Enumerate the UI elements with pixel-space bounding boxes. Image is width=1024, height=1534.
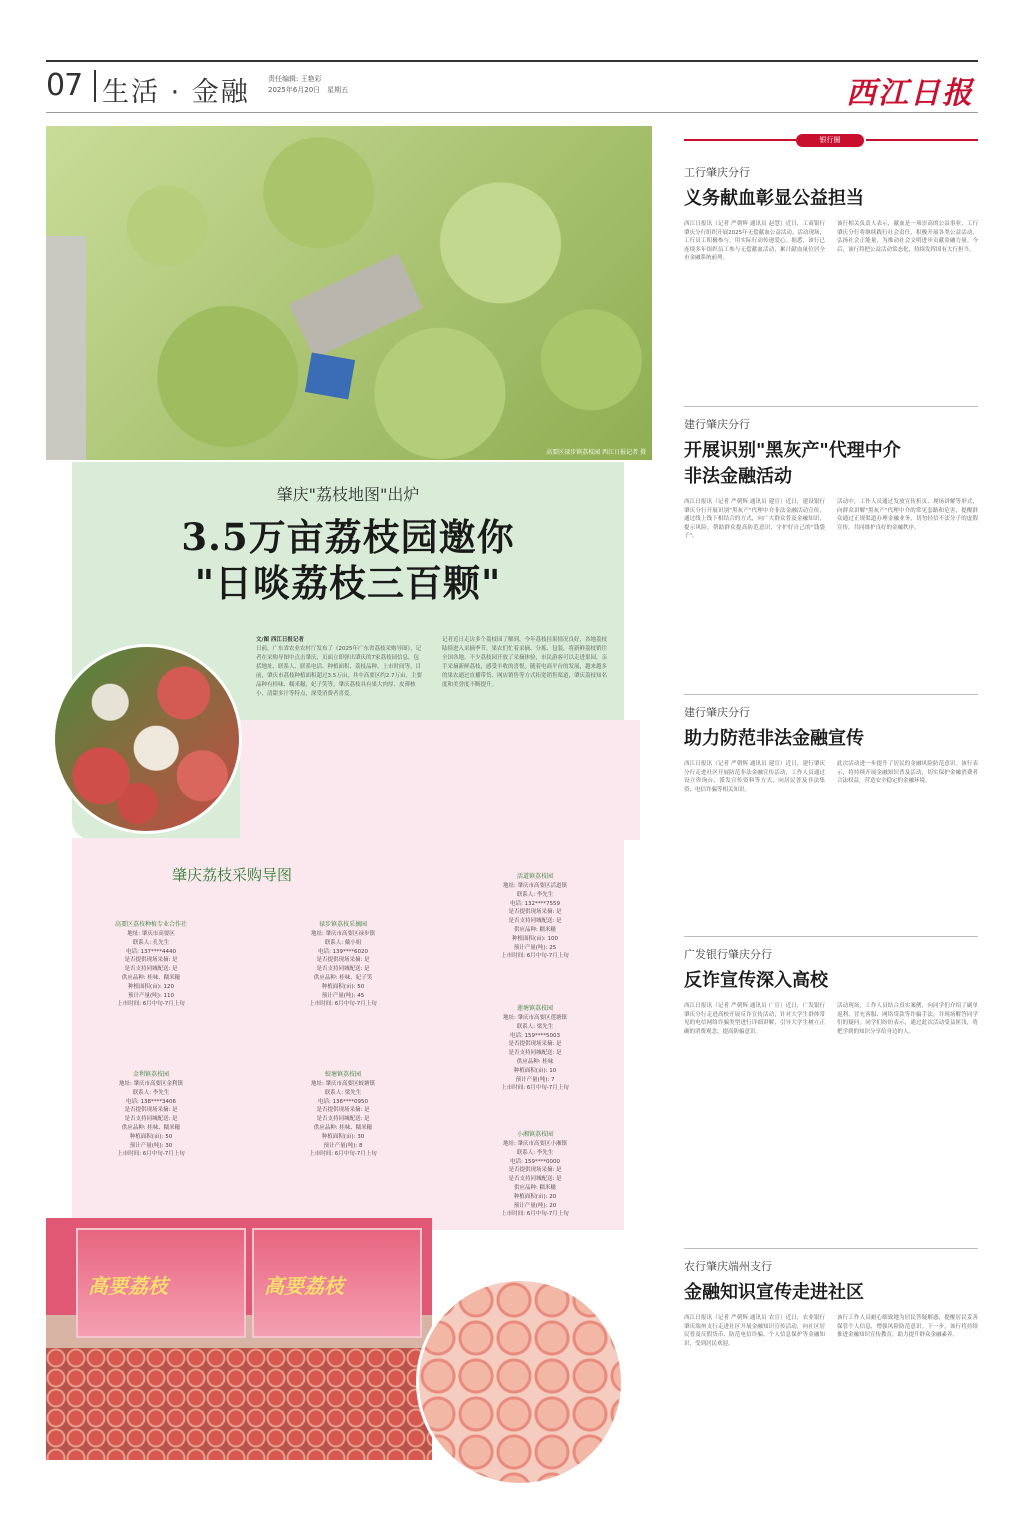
farm-line: 地址: 肇庆市高要区莲塘镇 — [502, 1015, 568, 1021]
bank-circle-banner — [684, 134, 978, 146]
article-body — [684, 498, 978, 541]
farm-line: 预计产量(吨): 7 — [515, 1076, 555, 1083]
newspaper-logo: 西江日报 — [846, 76, 974, 111]
farm-line: 供应品种: 桂味、糯米糍 — [313, 1124, 373, 1131]
farm-line: 种植面积(亩): 10 — [513, 1067, 557, 1074]
farm-name: 蛟塘镇荔枝园 — [324, 1071, 361, 1078]
farm-line: 地址: 肇庆市高要区蛟塘镇 — [310, 1081, 376, 1087]
farm-line: 种植面积(亩): 50 — [129, 1133, 173, 1140]
news-article — [684, 164, 978, 263]
farm-line: 是否提供现场采摘: 是 — [124, 957, 178, 964]
farm-line: 是否提供现场采摘: 是 — [316, 957, 370, 964]
farm-line: 上市时间: 6月中旬-7月上旬 — [117, 1151, 185, 1158]
farm-line: 供应品种: 桂味、糯米糍 — [121, 974, 181, 981]
news-article — [684, 1258, 978, 1348]
photo-caption: 高要区禄步镇荔枝园 西江日报记者 摄 — [546, 449, 646, 456]
farm-line: 上市时间: 6月中旬-7月上旬 — [309, 1151, 377, 1158]
article-col-1: 西江日报讯（记者 严朝辉 通讯员 建宣）近日，建设银行肇庆分行开展识别"黑灰产"代理中介非法金融活动宣传，通过线上线下相结合的方式，向广大群众普及金融知识，提示风险，帮助群众提高防范意识，守护好自己的"钱袋子"。 — [684, 499, 825, 539]
article-col-1: 西江日报讯（记者 严朝辉 通讯员 农宣）近日，农业银行肇庆端州支行走进社区开展金融知识宣传活动，向社区居民普及反假货币、防范电信诈骗、个人信息保护等金融知识，受到居民欢迎。 — [684, 1315, 825, 1347]
farm-line: 上市时间: 6月中旬-7月上旬 — [309, 1001, 377, 1008]
fresh-lychee-closeup-photo — [416, 1278, 624, 1486]
article-separator — [684, 936, 978, 937]
article-separator — [684, 694, 978, 695]
news-article — [684, 416, 978, 541]
article-title-line-1: 开展识别"黑灰产"代理中介 — [684, 440, 901, 461]
farm-line: 预计产量(吨): 45 — [321, 992, 365, 999]
farm-line: 是否支持同城配送: 是 — [316, 966, 370, 973]
farm-line: 电话: 137****4440 — [125, 948, 177, 955]
farm-line: 电话: 159****5003 — [509, 1032, 561, 1039]
lychee-pile — [46, 1348, 432, 1460]
farm-name: 金利镇荔枝园 — [132, 1071, 169, 1078]
article-col-1: 西江日报讯（记者 严朝辉 通讯员 广宣）近日，广发银行肇庆分行走进高校开展反诈宣传活动，针对大学生群体常见的电信网络诈骗类型进行详细讲解，引导大学生树立正确的消费观念，提高防骗意识。 — [684, 1003, 825, 1035]
farm-line: 是否提供现场采摘: 是 — [508, 909, 562, 916]
article-source: 工行肇庆分行 — [684, 166, 750, 179]
banner-line-left — [684, 139, 796, 141]
farm-line: 地址: 肇庆市高要区 — [127, 931, 175, 937]
article-body — [684, 1314, 978, 1348]
lychee-orchard-aerial-photo — [46, 126, 652, 460]
article-body — [684, 760, 978, 794]
gift-box — [76, 1228, 246, 1338]
farm-line: 是否提供现场采摘: 是 — [508, 1167, 562, 1174]
article-col-2: 此次活动进一步提升了居民的金融风险防范意识。该行表示，将持续开展金融知识普及活动，切实保护金融消费者合法权益，营造安全稳定的金融环境。 — [837, 761, 978, 784]
feature-kicker: 肇庆"荔枝地图"出炉 — [276, 485, 420, 504]
farm-line: 电话: 132****7559 — [509, 900, 561, 907]
farm-name: 小湘镇荔枝园 — [516, 1131, 553, 1138]
farm-line: 上市时间: 6月中旬-7月上旬 — [501, 1085, 569, 1092]
farm-card — [460, 872, 610, 961]
farm-line: 种植面积(亩): 50 — [321, 983, 365, 990]
farm-line: 联系人: 李先生 — [516, 891, 554, 898]
news-article — [684, 946, 978, 1036]
article-col-1: 西江日报讯（记者 严朝辉 通讯员 赵慧）近日，工商银行肇庆分行组织开展2025年无偿献血公益活动。活动现场，工行员工积极参与，用实际行动传递爱心。据悉，该行已连续多年组织员工参与无偿献血活动，累计献血量位居全市金融系统前列。 — [684, 221, 825, 261]
feature-byline: 文/图 西江日报记者 — [256, 637, 304, 643]
article-body — [684, 220, 978, 263]
farm-line: 联系人: 李先生 — [516, 1149, 554, 1156]
farm-line: 地址: 肇庆市高要区活道镇 — [502, 883, 568, 889]
farm-line: 联系人: 梁先生 — [324, 1089, 362, 1096]
farm-line: 预计产量(吨): 25 — [513, 944, 557, 951]
article-col-1: 西江日报讯（记者 严朝辉 通讯员 建宣）近日，建行肇庆分行走进社区开展防范非法金融宣传活动，工作人员通过设立咨询台、派发宣传资料等方式，向居民普及非法集资、电信诈骗等相关知识。 — [684, 761, 825, 793]
farm-line: 供应品种: 糯米糍 — [513, 926, 557, 933]
peeled-lychee-photo — [52, 644, 242, 834]
bank-circle-badge: 银行圈 — [796, 134, 864, 147]
photo-blue-tarp — [305, 352, 355, 399]
header-divider — [94, 70, 96, 102]
article-source: 建行肇庆分行 — [684, 706, 750, 719]
article-col-2: 该行相关负责人表示，献血是一项崇高的公益事业，工行肇庆分行将继续践行社会责任，积极开展各类公益活动，弘扬社会正能量，为推动社会文明进步贡献金融力量。今后，该行将把公益活动常态化，持续发挥国有大行担当。 — [837, 221, 978, 253]
farm-line: 上市时间: 6月中旬-7月上旬 — [117, 1001, 185, 1008]
gift-box-text: 高要荔枝 — [264, 1274, 344, 1298]
farm-line: 电话: 139****6020 — [317, 948, 369, 955]
date-line: 2025年6月20日 星期五 — [268, 86, 349, 94]
page-number: 07 — [46, 68, 83, 103]
farm-line: 地址: 肇庆市高要区金利镇 — [118, 1081, 184, 1087]
farm-line: 供应品种: 桂味、妃子笑 — [313, 974, 373, 981]
header-meta — [268, 74, 348, 96]
article-title: 金融知识宣传走进社区 — [684, 1282, 864, 1303]
article-separator — [684, 1248, 978, 1249]
farm-line: 种植面积(亩): 20 — [513, 1193, 557, 1200]
farm-line: 预计产量(吨): 20 — [513, 1202, 557, 1209]
article-body — [684, 1002, 978, 1036]
headline-line-1: 3.5万亩荔枝园邀你 — [181, 515, 515, 559]
farm-line: 是否支持同城配送: 是 — [508, 1176, 562, 1183]
page-header — [46, 64, 978, 110]
article-separator — [684, 406, 978, 407]
farm-line: 地址: 肇庆市高要区小湘镇 — [502, 1141, 568, 1147]
article-title: 反诈宣传深入高校 — [684, 970, 828, 991]
farm-line: 电话: 159****0000 — [509, 1158, 561, 1165]
farm-card — [460, 1130, 610, 1219]
farm-line: 预计产量(吨): 8 — [323, 1142, 363, 1149]
farm-line: 是否支持同城配送: 是 — [124, 966, 178, 973]
feature-col2-text: 记者近日走访多个荔枝园了解到，今年荔枝挂果情况良好，各地荔枝陆续进入采摘季节，果农们忙着采摘、分拣、包装，将新鲜荔枝销往全国各地。不少荔枝园开放了采摘体验，市民游客可以走进果园，亲手采摘新鲜荔枝，感受丰收的喜悦。随着电商平台的发展，越来越多的果农通过直播带货、网店销售等方式拓宽销售渠道，肇庆荔枝知名度和美誉度不断提升。 — [442, 637, 608, 688]
farm-line: 供应品种: 桂味 — [516, 1058, 554, 1065]
farm-card — [268, 920, 418, 1009]
farm-name: 活道镇荔枝园 — [516, 873, 553, 880]
article-col-2: 该行工作人员耐心细致地为居民答疑解惑，提醒居民妥善保管个人信息，增强风险防范意识。下一步，该行将持续推进金融知识宣传教育，助力提升群众金融素养。 — [837, 1315, 978, 1338]
article-title-line-2: 非法金融活动 — [684, 466, 792, 487]
farm-card — [76, 920, 226, 1009]
farm-line: 是否提供现场采摘: 是 — [508, 1041, 562, 1048]
farm-line: 联系人: 戴小姐 — [324, 939, 362, 946]
farm-name: 高要区荔枝种植专业合作社 — [114, 921, 187, 928]
article-title — [684, 438, 978, 490]
article-title: 义务献血彰显公益担当 — [684, 188, 864, 209]
lychee-purchase-guide — [72, 838, 624, 1230]
farm-line: 联系人: 李先生 — [132, 1089, 170, 1096]
article-source: 广发银行肇庆分行 — [684, 948, 772, 961]
photo-path — [289, 253, 423, 358]
article-source: 农行肇庆端州支行 — [684, 1260, 772, 1273]
farm-line: 是否支持同城配送: 是 — [124, 1116, 178, 1123]
farm-line: 电话: 136****0950 — [317, 1098, 369, 1105]
feature-col1-text: 日前，广东省农业农村厅发布了《2025年广东省荔枝采购导图》，记者在采购导图中点击肇庆，页面立即弹出肇庆的7家荔枝园信息，包括地址、联系人、联系电话、种植面积、荔枝品种、上市时间等。目前，肇庆市荔枝种植面积超过3.5万亩，其中高要区约2.7万亩，主要品种有桂味、糯米糍、妃子笑等。肇庆荔枝具有果大肉厚、皮薄核小、清甜多汁等特点，深受消费者喜爱。 — [256, 646, 422, 697]
gift-box-text: 高要荔枝 — [88, 1274, 168, 1298]
farm-card — [76, 1070, 226, 1159]
article-col-2: 活动中，工作人员通过发放宣传折页、现场讲解等形式，向群众讲解"黑灰产"代理中介的常见套路和危害，提醒群众通过正规渠道办理金融业务，切勿轻信不法分子的虚假宣传，共同维护良好的金融秩序。 — [837, 499, 978, 531]
photo-road — [46, 236, 86, 460]
news-article — [684, 704, 978, 794]
farm-line: 预计产量(吨): 110 — [128, 992, 174, 999]
farm-line: 上市时间: 6月中旬-7月上旬 — [501, 1211, 569, 1218]
farm-line: 供应品种: 桂味、糯米糍 — [121, 1124, 181, 1131]
farm-line: 种植面积(亩): 30 — [321, 1133, 365, 1140]
farm-line: 电话: 138****3406 — [125, 1098, 177, 1105]
farm-line: 是否支持同城配送: 是 — [508, 918, 562, 925]
banner-line-right — [866, 139, 978, 141]
farm-line: 上市时间: 6月中旬-7月上旬 — [501, 953, 569, 960]
farm-name: 莲塘镇荔枝园 — [516, 1005, 553, 1012]
farm-card — [460, 1004, 610, 1093]
editor-line: 责任编辑: 王艳彩 — [268, 75, 322, 83]
farm-line: 是否提供现场采摘: 是 — [124, 1107, 178, 1114]
farm-line: 供应品种: 糯米糍 — [513, 1184, 557, 1191]
section-title: 生活 · 金融 — [102, 77, 250, 108]
farm-line: 地址: 肇庆市高要区禄步镇 — [310, 931, 376, 937]
farm-line: 联系人: 梁先生 — [516, 1023, 554, 1030]
farm-line: 预计产量(吨): 30 — [129, 1142, 173, 1149]
article-title: 助力防范非法金融宣传 — [684, 728, 864, 749]
farm-line: 是否支持同城配送: 是 — [508, 1050, 562, 1057]
farm-line: 种植面积(亩): 120 — [128, 983, 174, 990]
lychee-gift-boxes-photo — [46, 1218, 432, 1460]
article-source: 建行肇庆分行 — [684, 418, 750, 431]
farm-name: 禄步镇荔枝采摘园 — [318, 921, 367, 928]
headline-line-2: "日啖荔枝三百颗" — [194, 561, 502, 605]
header-top-rule — [46, 60, 978, 62]
feature-headline — [72, 514, 624, 606]
farm-line: 联系人: 孔先生 — [132, 939, 170, 946]
header-bottom-rule — [46, 112, 978, 113]
guide-background-extension — [240, 720, 640, 840]
farm-line: 是否支持同城配送: 是 — [316, 1116, 370, 1123]
farm-line: 是否提供现场采摘: 是 — [316, 1107, 370, 1114]
gift-box — [252, 1228, 422, 1338]
article-col-2: 活动现场，工作人员结合真实案例，向同学们介绍了刷单返利、冒充客服、网络贷款等诈骗手法，并现场解答同学们的疑问。同学们纷纷表示，通过此次活动受益匪浅，将把学到的知识分享给身边的人。 — [837, 1003, 978, 1035]
farm-card — [268, 1070, 418, 1159]
guide-title: 肇庆荔枝采购导图 — [171, 866, 292, 884]
farm-line: 种植面积(亩): 100 — [512, 935, 558, 942]
